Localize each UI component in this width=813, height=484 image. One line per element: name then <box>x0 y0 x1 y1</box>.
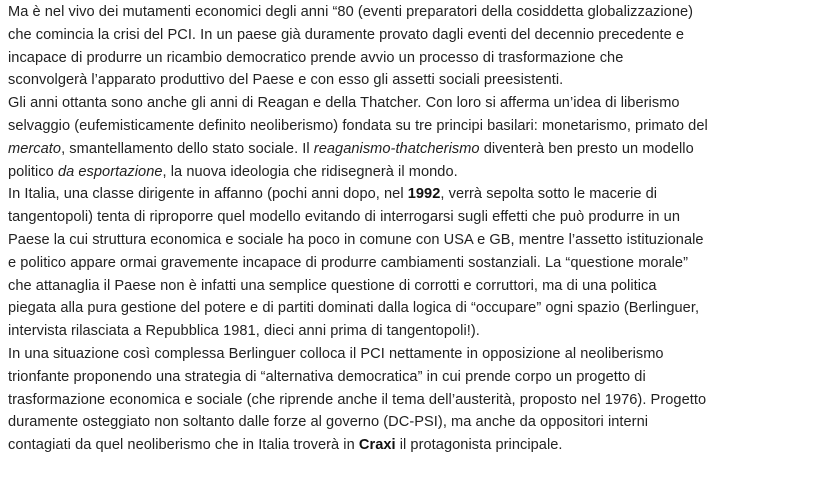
paragraph <box>8 343 813 457</box>
text-segment: trasformazione economica e sociale (che riprende anche il tema dell’austerità, proposto nel 1976). Progetto <box>8 391 707 408</box>
bold-text: 1992 <box>407 186 441 203</box>
text-line <box>8 411 813 434</box>
text-segment: piegata alla pura gestione del potere e di partiti dominati dalla logica di “occupare” ogni spazio (Berlinguer, <box>8 300 700 317</box>
text-line <box>8 69 813 92</box>
text-line <box>8 229 813 252</box>
text-segment: che attanaglia il Paese non è infatti una semplice questione di corrotti e corruttori, ma di una politica <box>8 277 657 294</box>
text-line <box>8 343 813 366</box>
text-line <box>8 138 813 161</box>
text-segment: tangentopoli) tenta di riproporre quel modello evitando di interrogarsi sugli effetti che può produrre in un <box>8 209 680 226</box>
text-line <box>8 275 813 298</box>
text-line <box>8 320 813 343</box>
text-segment: selvaggio (eufemisticamente definito neoliberismo) fondata su tre principi basilari: monetarismo, primato del <box>8 117 708 134</box>
text-segment: Paese la cui struttura economica e sociale ha poco in comune con USA e GB, mentre l’assetto istituzionale <box>8 231 704 248</box>
text-segment: trionfante proponendo una strategia di “alternativa democratica” in cui prende corpo un progetto di <box>8 368 646 385</box>
text-segment: duramente osteggiato non soltanto dalle forze al governo (DC-PSI), ma anche da oppositori interni <box>8 414 649 431</box>
text-segment: Gli anni ottanta sono anche gli anni di Reagan e della Thatcher. Con loro si afferma un’idea di liberismo <box>8 95 680 112</box>
text-line <box>8 206 813 229</box>
text-line <box>8 183 813 206</box>
italic-text: mercato <box>8 140 62 157</box>
bold-text: Craxi <box>358 437 396 454</box>
text-segment: , la nuova ideologia che ridisegnerà il mondo. <box>162 163 458 180</box>
text-segment: sconvolgerà l’apparato produttivo del Paese e con esso gli assetti sociali preesistenti. <box>8 72 564 89</box>
text-line <box>8 47 813 70</box>
text-line <box>8 366 813 389</box>
text-segment: diventerà ben presto un modello <box>479 140 694 157</box>
text-segment: , verrà sepolta sotto le macerie di <box>440 186 658 203</box>
text-segment: politico <box>8 163 58 180</box>
text-segment: In una situazione così complessa Berlinguer colloca il PCI nettamente in opposizione al neoliberismo <box>8 345 664 362</box>
text-line <box>8 24 813 47</box>
text-segment: e politico appare ormai gravemente incapace di produrre cambiamenti sostanziali. La “questione morale” <box>8 254 689 271</box>
text-segment: intervista rilasciata a Repubblica 1981, dieci anni prima di tangentopoli!). <box>8 323 480 340</box>
text-segment: Ma è nel vivo dei mutamenti economici degli anni “80 (eventi preparatori della cosiddetta globalizzazione) <box>8 4 694 20</box>
paragraph <box>8 183 813 343</box>
text-line <box>8 434 813 457</box>
text-segment: In Italia, una classe dirigente in affanno (pochi anni dopo, nel <box>8 186 408 203</box>
text-segment: contagiati da quel neoliberismo che in Italia troverà in <box>8 437 359 454</box>
italic-text: reaganismo-thatcherismo <box>313 140 480 157</box>
text-segment: , smantellamento dello stato sociale. Il <box>61 140 314 157</box>
text-line <box>8 389 813 412</box>
paragraph <box>8 1 813 92</box>
paragraph <box>8 92 813 183</box>
italic-text: da esportazione <box>57 163 163 180</box>
text-line <box>8 252 813 275</box>
text-line <box>8 92 813 115</box>
text-line <box>8 161 813 184</box>
text-segment: il protagonista principale. <box>395 437 563 454</box>
text-line <box>8 115 813 138</box>
text-segment: incapace di produrre un ricambio democratico prende avvio un processo di trasformazione che <box>8 49 624 66</box>
text-line <box>8 1 813 24</box>
text-segment: che comincia la crisi del PCI. In un paese già duramente provato dagli eventi del decennio precedente e <box>8 26 685 43</box>
text-line <box>8 297 813 320</box>
